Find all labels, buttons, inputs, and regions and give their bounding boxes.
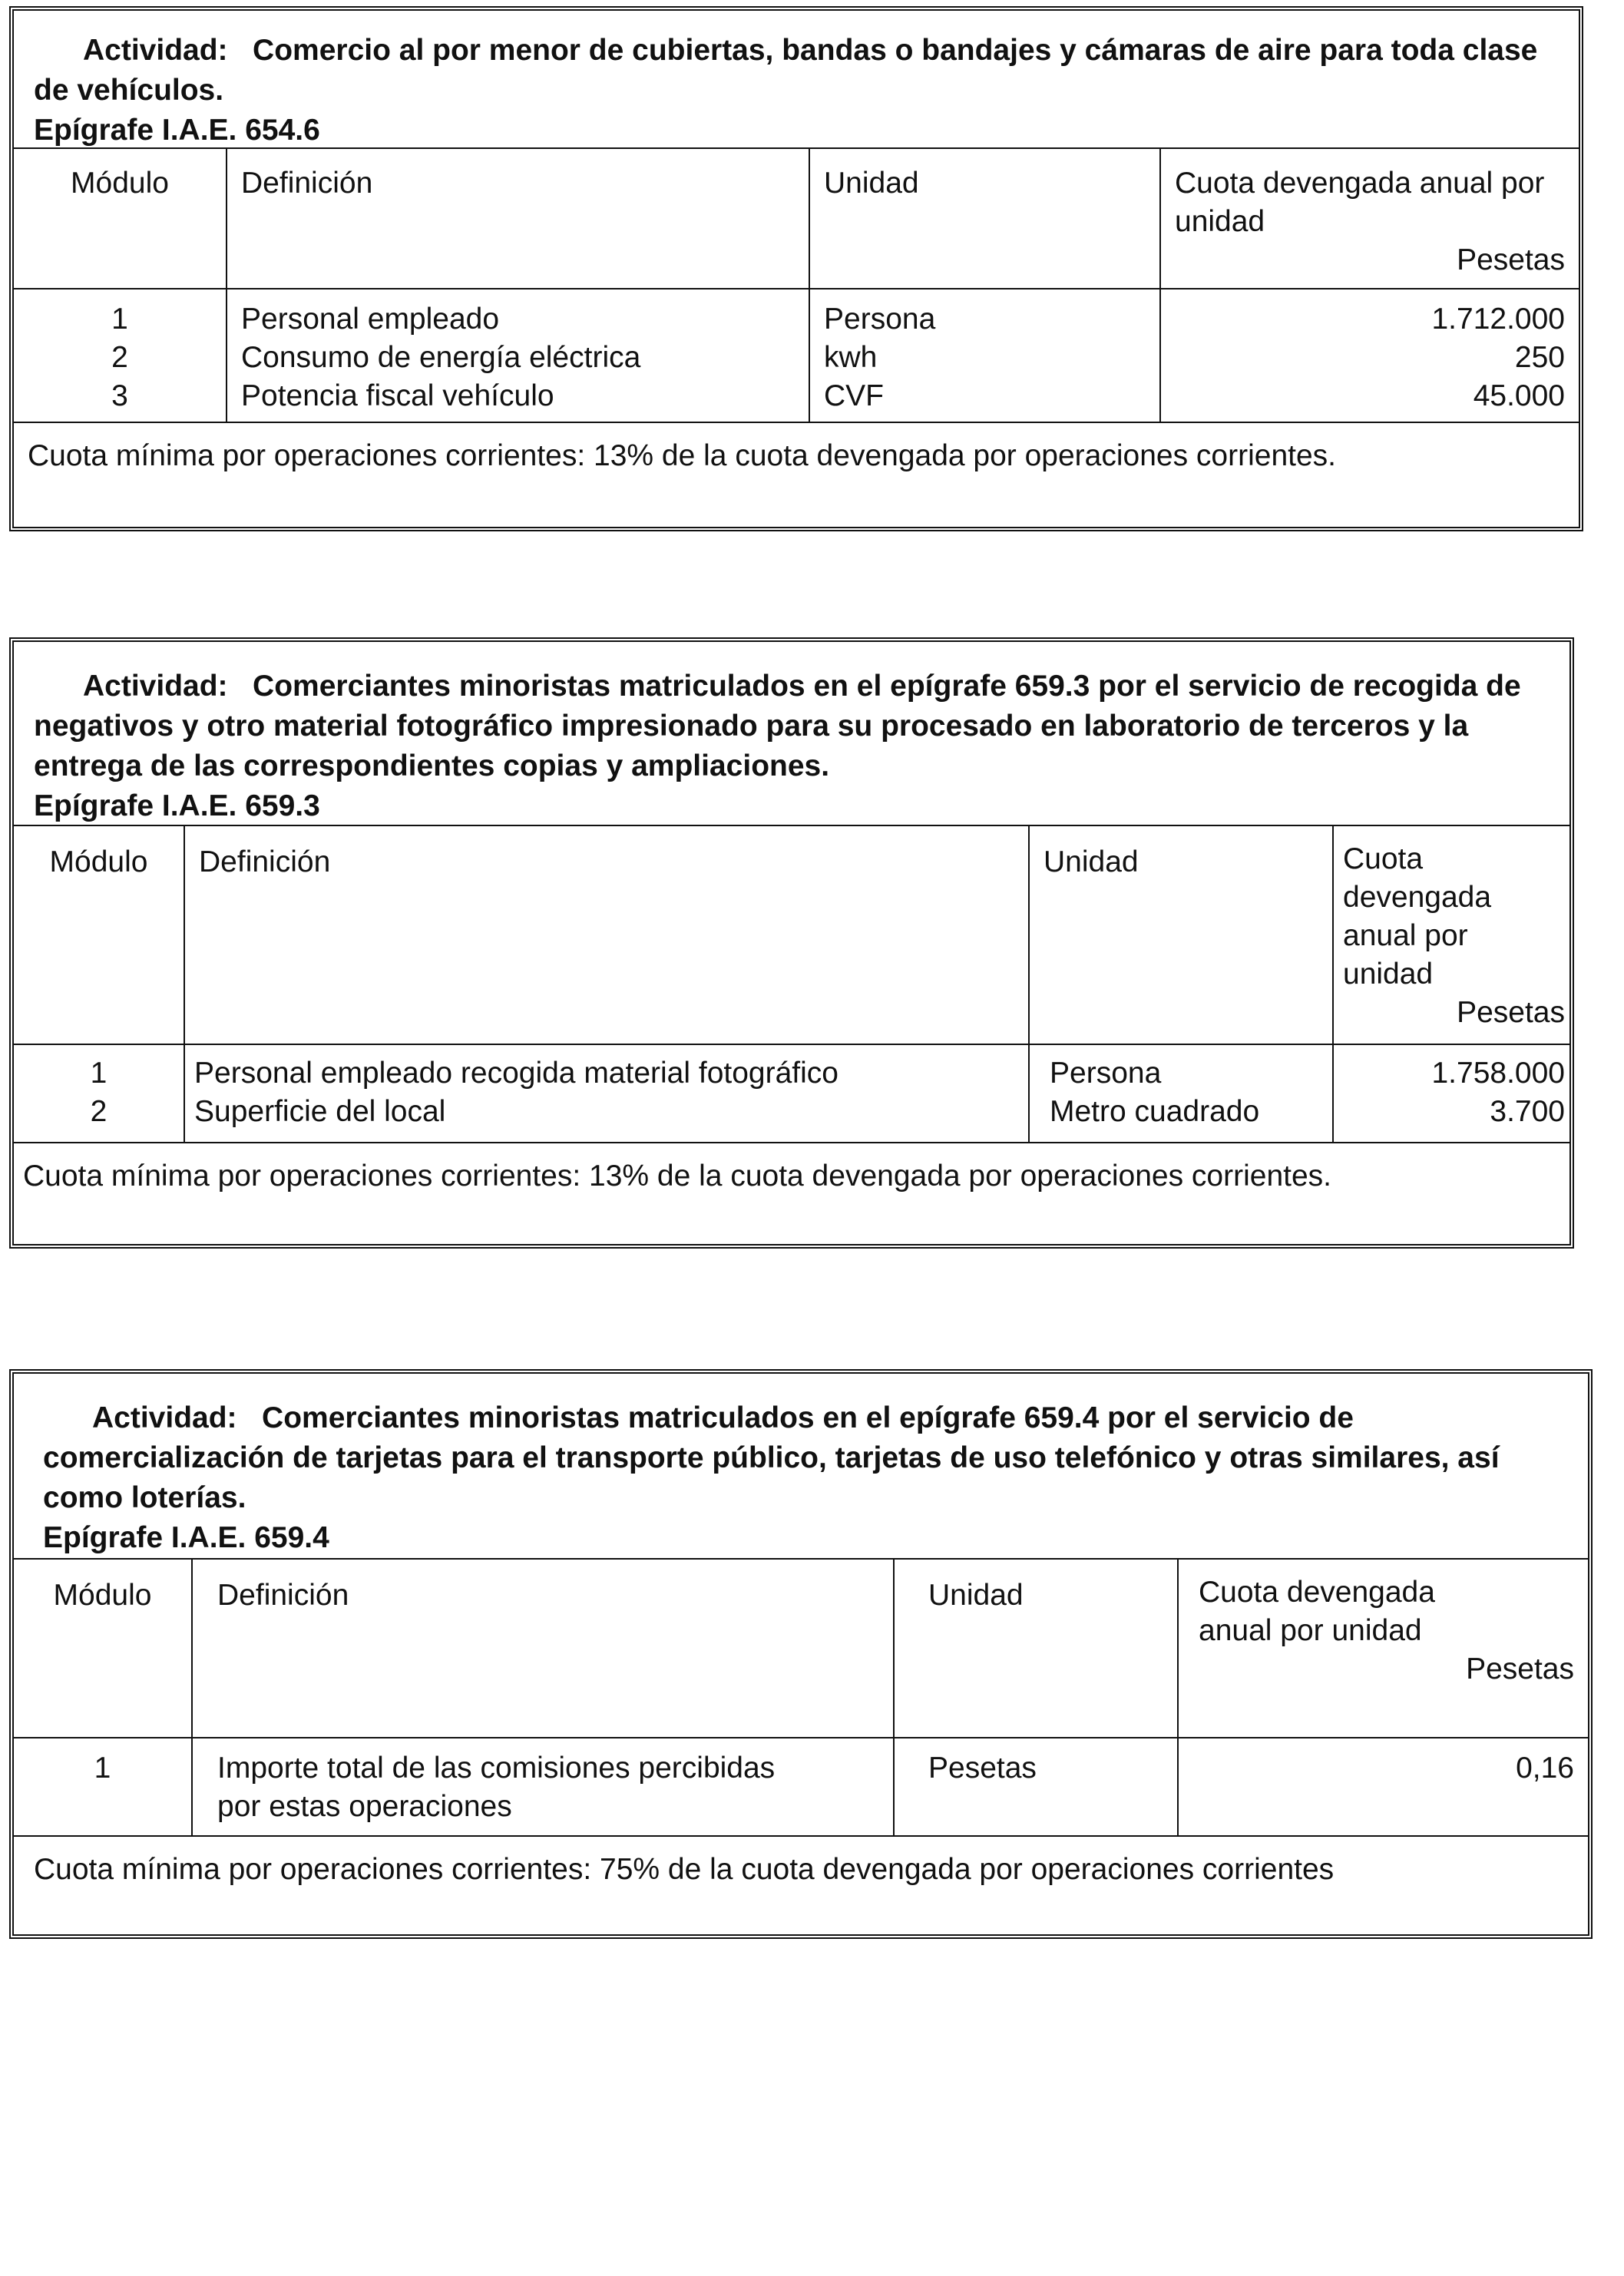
row-unidad: Pesetas [894,1738,1178,1836]
row-unidad: kwh [824,341,878,374]
header-pesetas: Pesetas [1457,243,1565,276]
col-unidad [1029,1044,1333,1143]
row-modulo: 1 [14,1738,192,1836]
row-definicion: Consumo de energía eléctrica [241,341,641,374]
header-pesetas: Pesetas [1466,1652,1574,1685]
module-table-659-3 [9,637,1574,1249]
row-modulo: 2 [90,1095,107,1128]
header-modulo: Módulo [14,826,184,1044]
header-unidad: Unidad [809,149,1160,289]
epigrafe: Epígrafe I.A.E. 659.4 [43,1521,329,1554]
row-modulo: 1 [111,303,128,336]
header-definicion: Definición [227,149,809,289]
row-modulo: 3 [111,379,128,412]
header-definicion: Definición [192,1560,894,1738]
col-definicion [184,1044,1029,1143]
header-cuota-text: Cuota devengada anual por unidad [1343,842,1492,991]
actividad-text: Comerciantes minoristas matriculados en el epígrafe 659.3 por el servicio de recogida de negativos y otro material fotográfico impresionado para su procesado en laboratorio de terceros y la entrega de las correspondientes copias y ampliaciones. [34,670,1521,782]
header-definicion: Definición [184,826,1029,1044]
row-unidad: CVF [824,379,884,412]
header-unidad: Unidad [894,1560,1178,1738]
header-cuota [1333,826,1569,1044]
cuota-minima: Cuota mínima por operaciones corrientes: 13% de la cuota devengada por operaciones corrientes. [23,1160,1332,1193]
header-modulo: Módulo [14,149,227,289]
row-cuota: 250 [1514,341,1565,374]
col-cuota [1333,1044,1569,1143]
header-cuota-text: Cuota devengada anual por unidad [1199,1576,1435,1647]
row-definicion: Superficie del local [194,1095,446,1128]
actividad-label: Actividad: [92,1401,237,1434]
row-definicion: Personal empleado recogida material fotográfico [194,1057,838,1090]
col-modulo [14,289,227,422]
row-unidad: Persona [1050,1057,1162,1090]
header-cuota-text: Cuota devengada anual por unidad [1175,167,1545,238]
actividad-text: Comercio al por menor de cubiertas, bandas o bandajes y cámaras de aire para toda clase de vehículos. [34,34,1538,107]
cuota-minima: Cuota mínima por operaciones corrientes: 75% de la cuota devengada por operaciones corrientes [34,1853,1335,1886]
row-cuota: 45.000 [1473,379,1565,412]
row-modulo: 2 [111,341,128,374]
modules-grid [14,826,1569,1143]
row-modulo: 1 [90,1057,107,1090]
module-table-654-6 [9,6,1583,531]
row-cuota: 0,16 [1178,1738,1588,1836]
actividad-label: Actividad: [83,670,228,703]
header-pesetas: Pesetas [1457,996,1565,1029]
row-definicion: Personal empleado [241,303,500,336]
header-cuota [1160,149,1579,289]
activity-header [14,11,1579,149]
modules-grid [14,149,1579,423]
row-cuota: 1.712.000 [1431,303,1565,336]
activity-header [14,642,1569,826]
actividad-text: Comerciantes minoristas matriculados en el epígrafe 659.4 por el servicio de comercialización de tarjetas para el transporte público, tarjetas de uso telefónico y otras similares, así como loterías. [43,1401,1500,1514]
epigrafe: Epígrafe I.A.E. 659.3 [34,789,320,822]
module-table-659-4 [9,1369,1593,1939]
row-unidad: Metro cuadrado [1050,1095,1260,1128]
col-definicion [227,289,809,422]
row-cuota: 3.700 [1490,1095,1565,1128]
col-unidad [809,289,1160,422]
row-cuota: 1.758.000 [1431,1057,1565,1090]
row-unidad: Persona [824,303,936,336]
row-definicion: Potencia fiscal vehículo [241,379,554,412]
modules-grid [14,1560,1588,1837]
epigrafe: Epígrafe I.A.E. 654.6 [34,114,320,147]
header-modulo: Módulo [14,1560,192,1738]
col-cuota [1160,289,1579,422]
actividad-label: Actividad: [83,34,228,67]
cuota-minima: Cuota mínima por operaciones corrientes: 13% de la cuota devengada por operaciones corrientes. [28,439,1337,472]
header-cuota [1178,1560,1588,1738]
col-modulo [14,1044,184,1143]
row-definicion: Importe total de las comisiones percibidas por estas operaciones [192,1738,894,1836]
activity-header [14,1374,1588,1560]
header-unidad: Unidad [1029,826,1333,1044]
